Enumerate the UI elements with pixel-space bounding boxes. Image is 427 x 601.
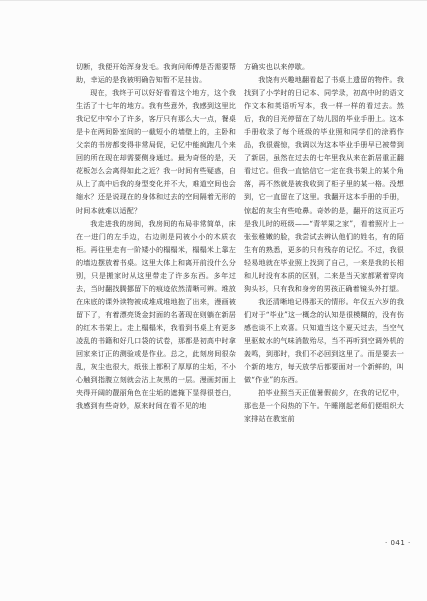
right-text-column [244, 60, 404, 425]
top-edge-line [0, 0, 427, 1]
paragraph: 拍毕业照当天正值暑假前夕，在我的记忆中，那也是一个闷热的下午。午睡刚起老师们便组织大家排站在教室前 [244, 388, 404, 424]
paragraph: 方确实也以来停歇。 [244, 62, 310, 71]
paragraph: 现在，我终于可以好好看看这个地方，这个我生活了十七年的地方。我有些意外，我感到这里比我记忆中窄小了许多，客厅只有那么大一点，餐桌是卡在两间卧室间的一截短小的墙壁上的，主卧和父亲的书房都变得非常局促，记忆中能疯跑几个来回的所在现在却需要侧身通过。最为奇怪的是，天花板怎么会离得如此之近？我一时间有些疑惑，自从上了高中后我的身型变化并不大，难道空间也会缩水？还是说现在的身体和过去的空间隔着无形的时间本就难以适配？ [76, 88, 236, 215]
paragraph: 我还清晰地记得那天的情形。年仅五六岁的我们对于“毕业”这一概念的认知是很模糊的，没有伤感也谈不上欢喜。只知道当这个夏天过去，当空气里驱蚊水的气味消散殆尽，当不再听到空调外机的轰鸣，到那时，我们不必回到这里了。而是要去一个新的地方，每天放学后都要面对一个新鲜的，叫做“作业”的东西。 [244, 296, 404, 385]
left-text-column [76, 60, 236, 412]
paragraph: 我饶有兴趣地翻看起了书桌上遗留的物件。我找到了小学时的日记本、同学录，初高中时的语文作文本和英语听写本，我一样一样的看过去。然后，我的目光停留在了幼儿园的毕业手册上。这本手册收录了每个班级的毕业照和同学们的涂鸦作品，我很震惊，我调以为这本毕业手册早已被带到了新居，虽然在过去的七年里我从来在新居重正翻看过它。但我一直惦信它一定在我书架上的某个角落，再不然就是被我收到了柜子里的某一格。没想到，它一直留在了这里。我翻开这本手册的手册，惊起的灰尘有些呛鼻。奇妙的是，翻开的这页正巧是我儿时的班级——“青苹果之家”，看着照片上一张张稚嫩的脸，我尝试去辨认他们的姓名，有的陌生有的熟悉，更多的只有残存的记忆。不过，我很轻易地就在毕业照上找到了自己，一来是我的长相和儿时没有本质的区别，二来是当天家都紧着穿肉狗头衫，只有我和身旁的男孩正确着镜头外打望。 [244, 75, 404, 293]
paragraph: 我走进我的房间，我房间的布局非常简单，床在一进门的左手边，右边则是同被小小的木质衣柜。再往里走有一阶矮小的榻榻米，榻榻米上靠左的墙边摆放着书桌。这里大体上和离开前没什么分别，只是搬家时从这里带走了许多东西。多年过去，当时翻找腾挪留下的痕迹依然清晰可辨。堆放在床底的课外读物被成堆成堆地抱了出来，漫画被留下了，有着漂亮烫金封面的名著现在则躺在新居的红木书架上。走上榻榻米，我看到书桌上有更多凌乱的书籍和好几口袋的试卷，那都是初高中时拿回家来订正的测验或是作业。总之，此刻房间很杂乱，灰尘也很大，纸张上都积了厚厚的尘垢，不小心触到指腹立刻就会沾上灰黑的一层。漫画封面上夹得开阔的靓丽角色在尘垢的遮掩下显得很苍白，我感到有些奇妙，原来时间在看不见的地 [76, 218, 236, 411]
page-number: · 041 · [385, 539, 411, 547]
paragraph: 切断，我便开始浑身发毛。我询问师傅是否需要帮助，幸运的是我被明确告知暂不足挂齿。 [76, 62, 236, 85]
